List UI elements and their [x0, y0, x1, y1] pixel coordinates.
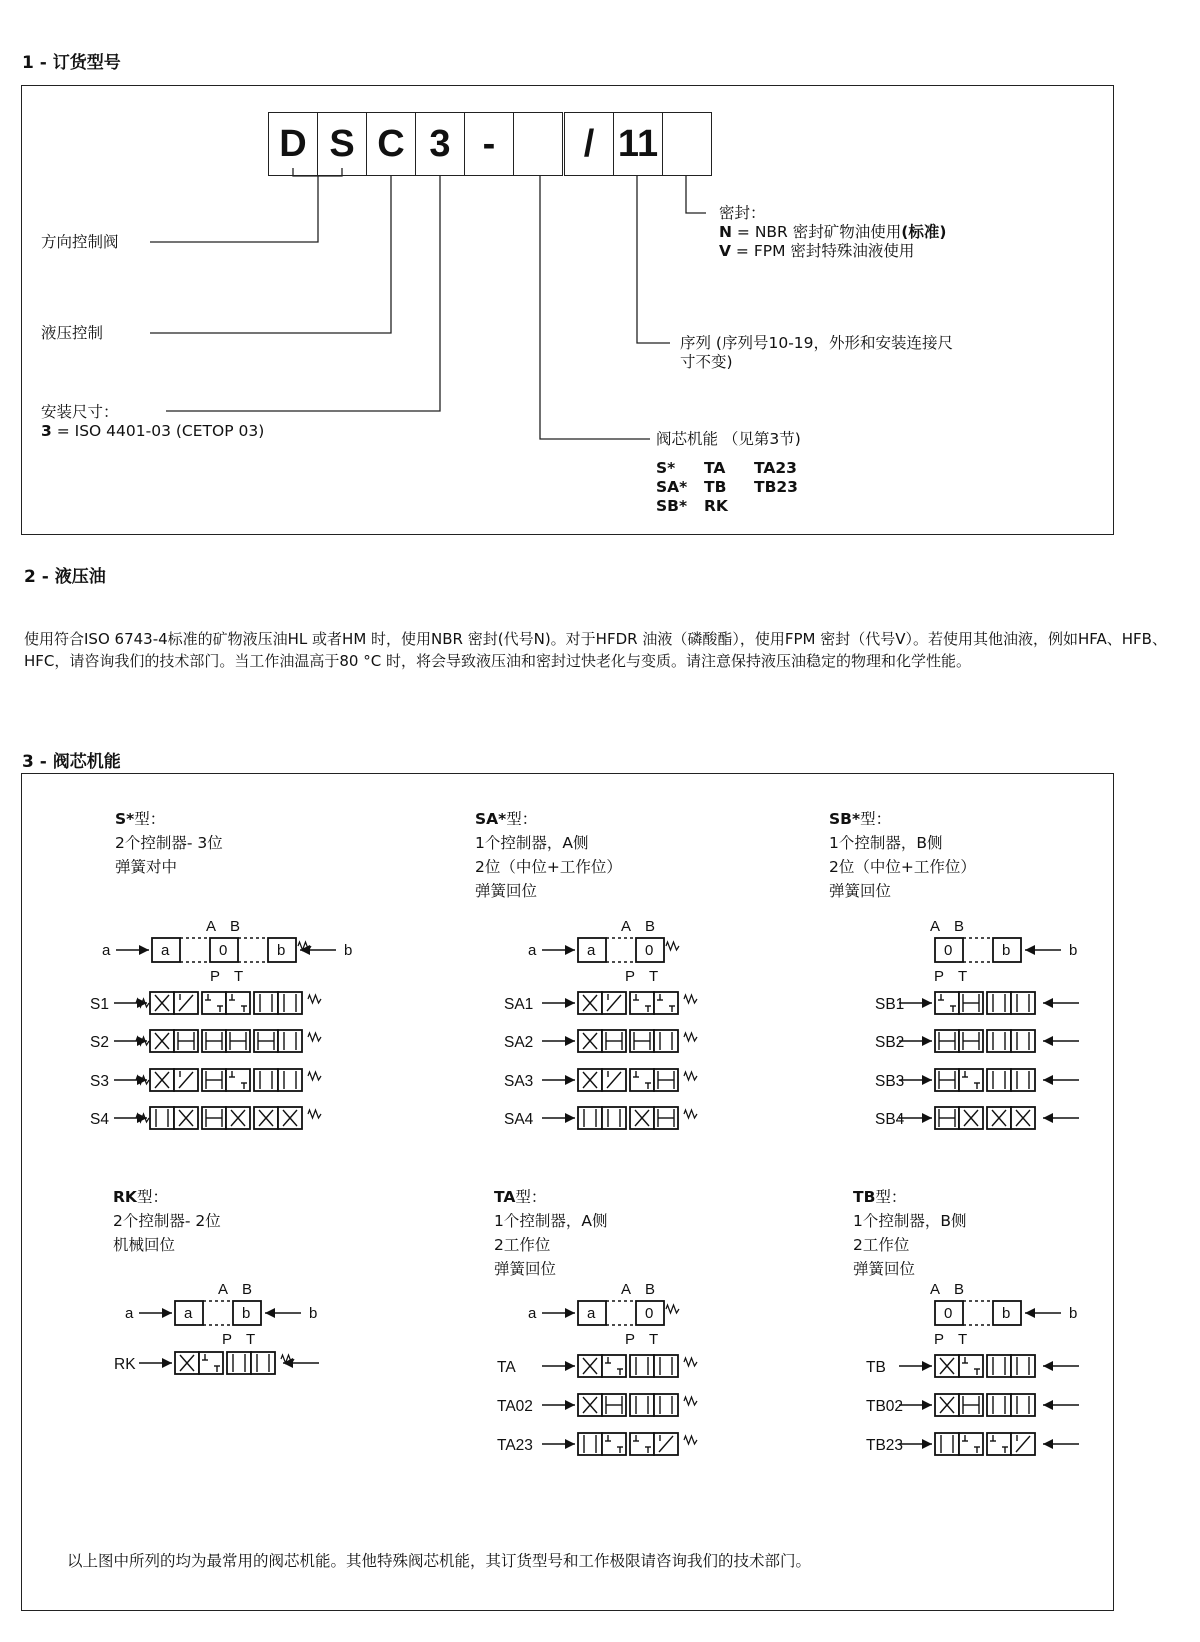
label-size-title: 安装尺寸： — [41, 403, 119, 421]
code-cell-7: / — [564, 112, 614, 176]
spool-code: TA — [704, 459, 726, 477]
s2-symbol-actuator-left-head — [137, 1036, 147, 1046]
seal-n-desc: = NBR 密封矿物油使用 — [731, 223, 902, 241]
s1-symbol-actuator-left-head — [137, 998, 147, 1008]
s4-symbol-cell — [150, 1107, 174, 1129]
code-cell-5: - — [464, 112, 514, 176]
ta23-symbol-cell — [630, 1433, 654, 1455]
ta-header-port-A: A — [621, 1281, 632, 1298]
sb-header-port-P: P — [934, 968, 945, 985]
label-seal-title: 密封： — [719, 204, 766, 222]
group-sa-line: 2位（中位+工作位） — [475, 858, 622, 876]
ta02-symbol-actuator-left-head — [565, 1400, 575, 1410]
seal-n-standard: (标准) — [901, 223, 947, 241]
rk-symbol-cell — [199, 1352, 223, 1374]
row-label-sa1: SA1 — [504, 996, 534, 1013]
s3-symbol-actuator-left-head — [137, 1075, 147, 1085]
s2-symbol-spring-right — [308, 1033, 321, 1041]
tb-header-arrow-b-head — [1025, 1308, 1035, 1318]
spool-code: S* — [656, 459, 676, 477]
section1-title: 1 - 订货型号 — [22, 53, 121, 73]
group-s-line: 2个控制器- 3位 — [115, 834, 223, 852]
s-header-port-P: P — [210, 968, 221, 985]
group-ta-line: 弹簧回位 — [494, 1260, 557, 1278]
group-sa-line: 弹簧回位 — [475, 882, 538, 900]
tb-header-label-b: b — [1069, 1305, 1078, 1322]
sb1-symbol-actuator-right-head — [1043, 998, 1053, 1008]
label-spool-title: 阀芯机能 （见第3节) — [656, 430, 801, 448]
ta-header-envelope-label: 0 — [645, 1305, 654, 1322]
sb2-symbol-cell — [987, 1030, 1011, 1052]
sa-header-envelope-label: a — [587, 942, 596, 959]
sb-header-label-b: b — [1069, 942, 1078, 959]
row-label-ta23: TA23 — [497, 1437, 533, 1454]
ta-header-arrow-a-head — [565, 1308, 575, 1318]
sb3-symbol-cell — [959, 1069, 983, 1091]
sb4-symbol-actuator-right-head — [1043, 1113, 1053, 1123]
rk-header-arrow-a-head — [162, 1308, 172, 1318]
row-label-sa3: SA3 — [504, 1073, 534, 1090]
group-tb-suffix: 型： — [875, 1188, 907, 1206]
ta-header-port-T: T — [649, 1331, 659, 1348]
section2-title: 2 - 液压油 — [24, 567, 106, 587]
ta23-symbol-cell — [602, 1433, 626, 1455]
row-label-tb02: TB02 — [866, 1398, 904, 1415]
spool-code: SB* — [656, 497, 688, 515]
row-label-sb1: SB1 — [875, 996, 905, 1013]
sa-header-spring — [666, 942, 679, 950]
s1-symbol-cell — [278, 992, 302, 1014]
sb1-symbol-cell — [935, 992, 959, 1014]
tb02-symbol-cell — [1011, 1394, 1035, 1416]
s3-symbol-cell — [226, 1069, 250, 1091]
row-label-sa2: SA2 — [504, 1034, 534, 1051]
row-label-s3: S3 — [90, 1073, 109, 1090]
seal-v-code: V — [719, 242, 731, 260]
size-code: 3 — [41, 422, 52, 440]
ta23-symbol-spring-right — [684, 1436, 697, 1444]
rk-header-port-T: T — [246, 1331, 256, 1348]
tb02-symbol-actuator-right-head — [1043, 1400, 1053, 1410]
row-label-tb23: TB23 — [866, 1437, 904, 1454]
ta-symbol-spring-right — [684, 1358, 697, 1366]
s1-symbol-cell — [202, 992, 226, 1014]
size-desc: = ISO 4401-03 (CETOP 03) — [51, 422, 265, 440]
group-tb-key: TB — [853, 1188, 876, 1206]
sb-header-envelope-label: b — [1002, 942, 1011, 959]
seal-n-code: N — [719, 223, 732, 241]
sa2-symbol-cell — [654, 1030, 678, 1052]
ta-header-port-B: B — [645, 1281, 656, 1298]
code-cell-3: C — [366, 112, 416, 176]
tb23-symbol-cell — [935, 1433, 959, 1455]
s3-symbol-spring-right — [308, 1072, 321, 1080]
sa-header-arrow-a-head — [565, 945, 575, 955]
sa2-symbol-actuator-left-head — [565, 1036, 575, 1046]
group-rk-key: RK — [113, 1188, 137, 1206]
group-ta-suffix: 型： — [515, 1188, 547, 1206]
tb-header-port-T: T — [958, 1331, 968, 1348]
ta23-symbol-cell — [578, 1433, 602, 1455]
sa-header-port-B: B — [645, 918, 656, 935]
sb-header-arrow-b-head — [1025, 945, 1035, 955]
rk-header-label-a: a — [125, 1305, 134, 1322]
group-ta-line: 2工作位 — [494, 1236, 551, 1254]
tb-header-port-P: P — [934, 1331, 945, 1348]
rk-symbol-actuator-left-head — [162, 1358, 172, 1368]
s-header-label-b: b — [344, 942, 353, 959]
spool-code: TB — [704, 478, 727, 496]
row-label-rk: RK — [114, 1356, 136, 1373]
tb02-symbol-cell — [987, 1394, 1011, 1416]
group-sb-line: 弹簧回位 — [829, 882, 892, 900]
sa1-symbol-cell — [630, 992, 654, 1014]
group-sa-key: SA* — [475, 810, 507, 828]
sb2-symbol-actuator-right-head — [1043, 1036, 1053, 1046]
row-label-sb4: SB4 — [875, 1111, 905, 1128]
group-s-key: S* — [115, 810, 135, 828]
sa-header-envelope-label: 0 — [645, 942, 654, 959]
ta-header-envelope-label: a — [587, 1305, 596, 1322]
rk-header-label-b: b — [309, 1305, 318, 1322]
sb-header-port-T: T — [958, 968, 968, 985]
fluid-paragraph: 使用符合ISO 6743-4标准的矿物液压油HL 或者HM 时，使用NBR 密封(代号N)。对于HFDR 油液（磷酸酯），使用FPM 密封（代号V）。若使用其他油液，例如HFA、HFB、HFC，请咨询我们的技术部门。当工作油温高于80 °C 时，将会导致液压油和密封过快老化与变质。请注意保持液压油稳定的物理和化学性能。 — [24, 630, 1167, 670]
tb23-symbol-cell — [959, 1433, 983, 1455]
tb-header-port-A: A — [930, 1281, 941, 1298]
seal-v-desc: = FPM 密封特殊油液使用 — [731, 242, 915, 260]
tb23-symbol-actuator-left-head — [922, 1439, 932, 1449]
ta-header-label-a: a — [528, 1305, 537, 1322]
row-label-s2: S2 — [90, 1034, 109, 1051]
sb-header-envelope-label: 0 — [944, 942, 953, 959]
rk-header-port-A: A — [218, 1281, 229, 1298]
tb-symbol-cell — [1011, 1355, 1035, 1377]
sb1-symbol-cell — [987, 992, 1011, 1014]
group-s-suffix: 型： — [134, 810, 166, 828]
sa-header-port-A: A — [621, 918, 632, 935]
section3-footer: 以上图中所列的均为最常用的阀芯机能。其他特殊阀芯机能，其订货型号和工作极限请咨询我们的技术部门。 — [67, 1552, 812, 1570]
tb23-symbol-actuator-right-head — [1043, 1439, 1053, 1449]
s1-symbol-spring-right — [308, 995, 321, 1003]
sa1-symbol-actuator-left-head — [565, 998, 575, 1008]
tb-symbol-actuator-left-head — [922, 1361, 932, 1371]
group-tb-line: 1个控制器，B侧 — [853, 1212, 967, 1230]
rk-symbol-cell — [251, 1352, 275, 1374]
spool-code: TA23 — [754, 459, 797, 477]
tb-symbol-actuator-right-head — [1043, 1361, 1053, 1371]
sb3-symbol-cell — [1011, 1069, 1035, 1091]
rk-header-arrow-b-head — [265, 1308, 275, 1318]
sa4-symbol-spring-right — [684, 1110, 697, 1118]
ta-header-spring — [666, 1305, 679, 1313]
tb23-symbol-cell — [987, 1433, 1011, 1455]
group-sb-key: SB* — [829, 810, 861, 828]
rk-header-envelope-label: b — [242, 1305, 251, 1322]
s-header-arrow-a-head — [139, 945, 149, 955]
row-label-s4: S4 — [90, 1111, 109, 1128]
code-cell-4: 3 — [415, 112, 465, 176]
sa4-symbol-actuator-left-head — [565, 1113, 575, 1123]
rk-header-envelope-label: a — [184, 1305, 193, 1322]
row-label-tb: TB — [866, 1359, 886, 1376]
group-sa-suffix: 型： — [506, 810, 538, 828]
label-series-line1: 序列 (序列号10-19，外形和安装连接尺 — [680, 334, 954, 352]
row-label-ta: TA — [497, 1359, 516, 1376]
code-cell-1: D — [268, 112, 318, 176]
ta23-symbol-actuator-left-head — [565, 1439, 575, 1449]
spool-code: TB23 — [754, 478, 798, 496]
sb3-symbol-actuator-right-head — [1043, 1075, 1053, 1085]
group-rk-line: 2个控制器- 2位 — [113, 1212, 221, 1230]
s-header-envelope-label: b — [277, 942, 286, 959]
s4-symbol-actuator-left-head — [137, 1113, 147, 1123]
sa3-symbol-cell — [630, 1069, 654, 1091]
group-sb-suffix: 型： — [860, 810, 892, 828]
ta02-symbol-spring-right — [684, 1397, 697, 1405]
tb-symbol-cell — [959, 1355, 983, 1377]
label-control: 液压控制 — [41, 324, 104, 342]
section3-title: 3 - 阀芯机能 — [22, 752, 121, 772]
s-header-envelope-label: 0 — [219, 942, 228, 959]
s2-symbol-cell — [278, 1030, 302, 1052]
spool-code: RK — [704, 497, 728, 515]
sa2-symbol-spring-right — [684, 1033, 697, 1041]
s-header-label-a: a — [102, 942, 111, 959]
tb-header-envelope-label: 0 — [944, 1305, 953, 1322]
ta-header-port-P: P — [625, 1331, 636, 1348]
s1-symbol-cell — [226, 992, 250, 1014]
rk-header-port-P: P — [222, 1331, 233, 1348]
sb2-symbol-cell — [1011, 1030, 1035, 1052]
row-label-sb2: SB2 — [875, 1034, 905, 1051]
group-s-line: 弹簧对中 — [115, 858, 178, 876]
spool-code: SA* — [656, 478, 688, 496]
group-sb-line: 1个控制器，B侧 — [829, 834, 943, 852]
tb-header-envelope-label: b — [1002, 1305, 1011, 1322]
row-label-sb3: SB3 — [875, 1073, 905, 1090]
row-label-sa4: SA4 — [504, 1111, 534, 1128]
group-rk-suffix: 型： — [136, 1188, 168, 1206]
sb2-symbol-actuator-left-head — [922, 1036, 932, 1046]
group-rk-line: 机械回位 — [113, 1236, 176, 1254]
row-label-s1: S1 — [90, 996, 109, 1013]
sb3-symbol-cell — [987, 1069, 1011, 1091]
code-cell-2: S — [317, 112, 367, 176]
group-tb-line: 弹簧回位 — [853, 1260, 916, 1278]
s-header-port-T: T — [234, 968, 244, 985]
sa1-symbol-spring-right — [684, 995, 697, 1003]
s4-symbol-spring-right — [308, 1110, 321, 1118]
sb3-symbol-actuator-left-head — [922, 1075, 932, 1085]
sa-header-port-T: T — [649, 968, 659, 985]
ta-symbol-cell — [630, 1355, 654, 1377]
sa1-symbol-cell — [654, 992, 678, 1014]
s3-symbol-cell — [254, 1069, 278, 1091]
sb1-symbol-actuator-left-head — [922, 998, 932, 1008]
s3-symbol-cell — [278, 1069, 302, 1091]
ta02-symbol-cell — [630, 1394, 654, 1416]
row-label-ta02: TA02 — [497, 1398, 533, 1415]
tb-symbol-cell — [987, 1355, 1011, 1377]
s-header-port-A: A — [206, 918, 217, 935]
sa4-symbol-cell — [602, 1107, 626, 1129]
ta-symbol-actuator-left-head — [565, 1361, 575, 1371]
group-tb-line: 2工作位 — [853, 1236, 910, 1254]
sa3-symbol-spring-right — [684, 1072, 697, 1080]
group-sa-line: 1个控制器，A侧 — [475, 834, 589, 852]
sb1-symbol-cell — [1011, 992, 1035, 1014]
s-header-envelope-label: a — [161, 942, 170, 959]
rk-header-port-B: B — [242, 1281, 253, 1298]
s-header-port-B: B — [230, 918, 241, 935]
sb-header-port-B: B — [954, 918, 965, 935]
rk-symbol-cell — [227, 1352, 251, 1374]
group-ta-key: TA — [494, 1188, 516, 1206]
sa4-symbol-cell — [578, 1107, 602, 1129]
group-ta-line: 1个控制器，A侧 — [494, 1212, 608, 1230]
group-sb-line: 2位（中位+工作位） — [829, 858, 976, 876]
s1-symbol-cell — [254, 992, 278, 1014]
label-series-line2: 寸不变) — [680, 353, 733, 371]
tb-header-port-B: B — [954, 1281, 965, 1298]
ta-symbol-cell — [602, 1355, 626, 1377]
sa3-symbol-actuator-left-head — [565, 1075, 575, 1085]
sb-header-port-A: A — [930, 918, 941, 935]
sa-header-label-a: a — [528, 942, 537, 959]
ta-symbol-cell — [654, 1355, 678, 1377]
code-cell-8: 11 — [613, 112, 663, 176]
label-valve-type: 方向控制阀 — [41, 233, 119, 251]
tb02-symbol-actuator-left-head — [922, 1400, 932, 1410]
sb4-symbol-actuator-left-head — [922, 1113, 932, 1123]
sa-header-port-P: P — [625, 968, 636, 985]
ta02-symbol-cell — [654, 1394, 678, 1416]
